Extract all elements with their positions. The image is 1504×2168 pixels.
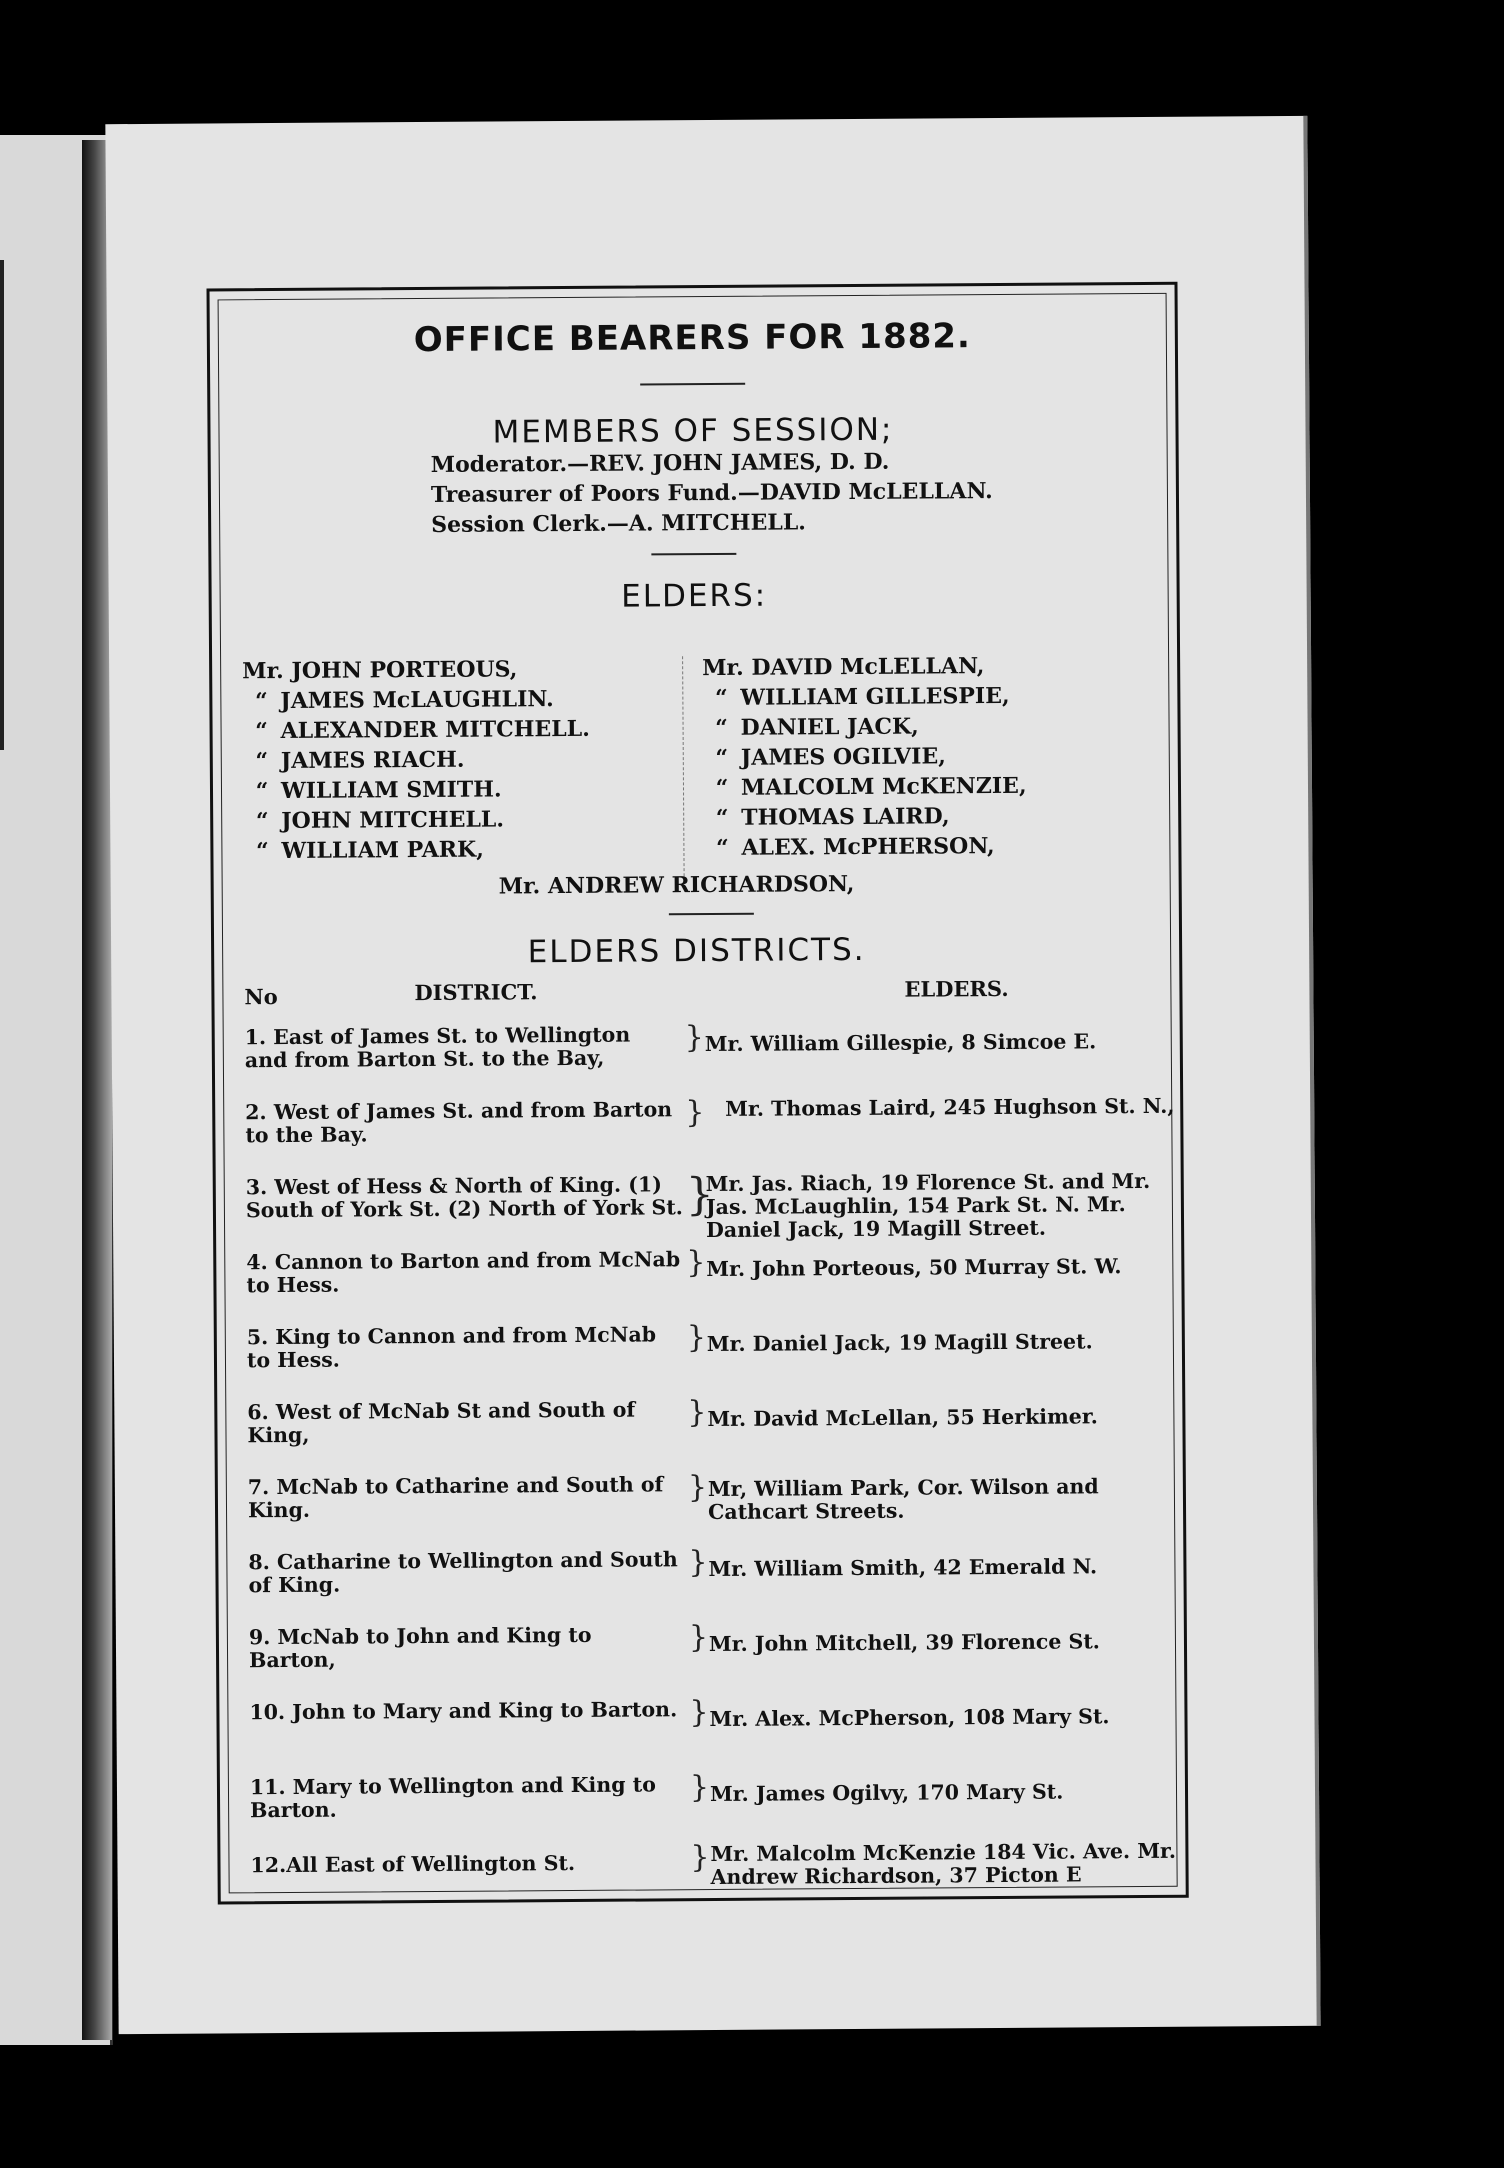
brace-mark: } [688, 1545, 708, 1581]
brace-mark: } [684, 1020, 704, 1056]
elder-name: Mr. JOHN PORTEOUS, [242, 656, 518, 685]
document-page [105, 116, 1320, 2034]
elder-name: “ THOMAS LAIRD, [715, 803, 950, 831]
brace-mark: } [688, 1620, 709, 1656]
district-text: 9. McNab to John and King to Barton, [248, 1622, 592, 1673]
district-elders: Mr. William Smith, 42 Emerald N. [708, 1554, 1098, 1582]
district-text: 3. West of Hess & North of King. (1) South of York St. (2) North of York St. [245, 1172, 683, 1223]
district-elders: Mr. Thomas Laird, 245 Hughson St. N., [725, 1093, 1175, 1121]
treasurer-line: Treasurer of Poors Fund.—DAVID McLELLAN. [430, 478, 993, 508]
session-clerk-line: Session Clerk.—A. MITCHELL. [431, 509, 807, 538]
district-elders: Mr. Jas. Riach, 19 Florence St. and Mr. Jas. McLaughlin, 154 Park St. N. Mr. Daniel Jack, 19 Magill Street. [705, 1168, 1151, 1243]
elder-name: Mr. DAVID McLELLAN, [702, 653, 985, 682]
brace-mark: } [689, 1695, 709, 1731]
brace-mark: } [685, 1168, 715, 1221]
brace-mark: } [685, 1095, 705, 1131]
elder-name: “ JOHN MITCHELL. [255, 806, 505, 835]
column-header-district: DISTRICT. [414, 979, 538, 1006]
district-elders: Mr. Malcolm McKenzie 184 Vic. Ave. Mr. Andrew Richardson, 37 Picton E [710, 1838, 1177, 1890]
district-elders: Mr. James Ogilvy, 170 Mary St. [709, 1779, 1064, 1807]
district-text: 8. Catharine to Wellington and South of King. [248, 1547, 678, 1598]
elders-heading: ELDERS: [621, 577, 768, 615]
district-text: 2. West of James St. and from Barton to the Bay. [245, 1097, 673, 1148]
left-page-edge-line [0, 260, 4, 750]
district-elders: Mr. John Mitchell, 39 Florence St. [708, 1629, 1100, 1657]
column-header-elders: ELDERS. [904, 975, 1009, 1002]
brace-mark: } [690, 1840, 710, 1876]
district-text: 4. Cannon to Barton and from McNab to Hess. [246, 1247, 681, 1298]
elder-name: “ WILLIAM GILLESPIE, [714, 682, 1010, 711]
brace-mark: } [687, 1470, 708, 1506]
elders-left-column [242, 654, 591, 866]
brace-mark: } [687, 1395, 707, 1431]
elders-right-column [702, 651, 1027, 863]
district-text: 1. East of James St. to Wellington and from Barton St. to the Bay, [244, 1022, 631, 1073]
elder-name: “ JAMES RIACH. [255, 746, 465, 775]
elder-name: “ WILLIAM SMITH. [255, 776, 502, 805]
brace-mark: } [686, 1245, 706, 1281]
district-text: 7. McNab to Catharine and South of King. [247, 1472, 664, 1523]
district-elders: Mr. William Gillespie, 8 Simcoe E. [704, 1029, 1097, 1057]
brace-mark: } [689, 1770, 710, 1806]
district-text: 5. King to Cannon and from McNab to Hess. [246, 1322, 657, 1373]
elder-name: “ JAMES OGILVIE, [715, 743, 946, 771]
district-elders: Mr. Daniel Jack, 19 Magill Street. [706, 1329, 1093, 1357]
column-header-no: No [244, 984, 278, 1010]
district-text: 11. Mary to Wellington and King to Barton. [249, 1772, 656, 1823]
moderator-line: Moderator.—REV. JOHN JAMES, D. D. [430, 448, 890, 478]
page-title: OFFICE BEARERS FOR 1882. [413, 316, 972, 361]
district-text: 12.All East of Wellington St. [250, 1850, 576, 1878]
elder-name: “ MALCOLM McKENZIE, [715, 772, 1027, 801]
district-text: 10. John to Mary and King to Barton. [249, 1697, 678, 1725]
district-elders: Mr, William Park, Cor. Wilson and Cathcart Streets. [707, 1474, 1099, 1525]
elder-name: “ WILLIAM PARK, [256, 836, 484, 865]
district-elders: Mr. Alex. McPherson, 108 Mary St. [709, 1704, 1110, 1732]
page-border [206, 282, 1188, 1905]
elder-name: “ ALEXANDER MITCHELL. [255, 715, 590, 745]
district-elders: Mr. David McLellan, 55 Herkimer. [707, 1404, 1098, 1432]
elder-name-last: Mr. ANDREW RICHARDSON, [498, 871, 855, 900]
district-text: 6. West of McNab St and South of King, [247, 1397, 636, 1448]
brace-mark: } [686, 1320, 707, 1356]
elder-name: “ ALEX. McPHERSON, [715, 833, 995, 861]
elder-name: “ JAMES McLAUGHLIN. [254, 686, 554, 715]
district-elders: Mr. John Porteous, 50 Murray St. W. [706, 1254, 1122, 1282]
districts-heading: ELDERS DISTRICTS. [527, 931, 866, 971]
elder-name: “ DANIEL JACK, [715, 713, 919, 741]
session-heading: MEMBERS OF SESSION; [492, 411, 894, 451]
